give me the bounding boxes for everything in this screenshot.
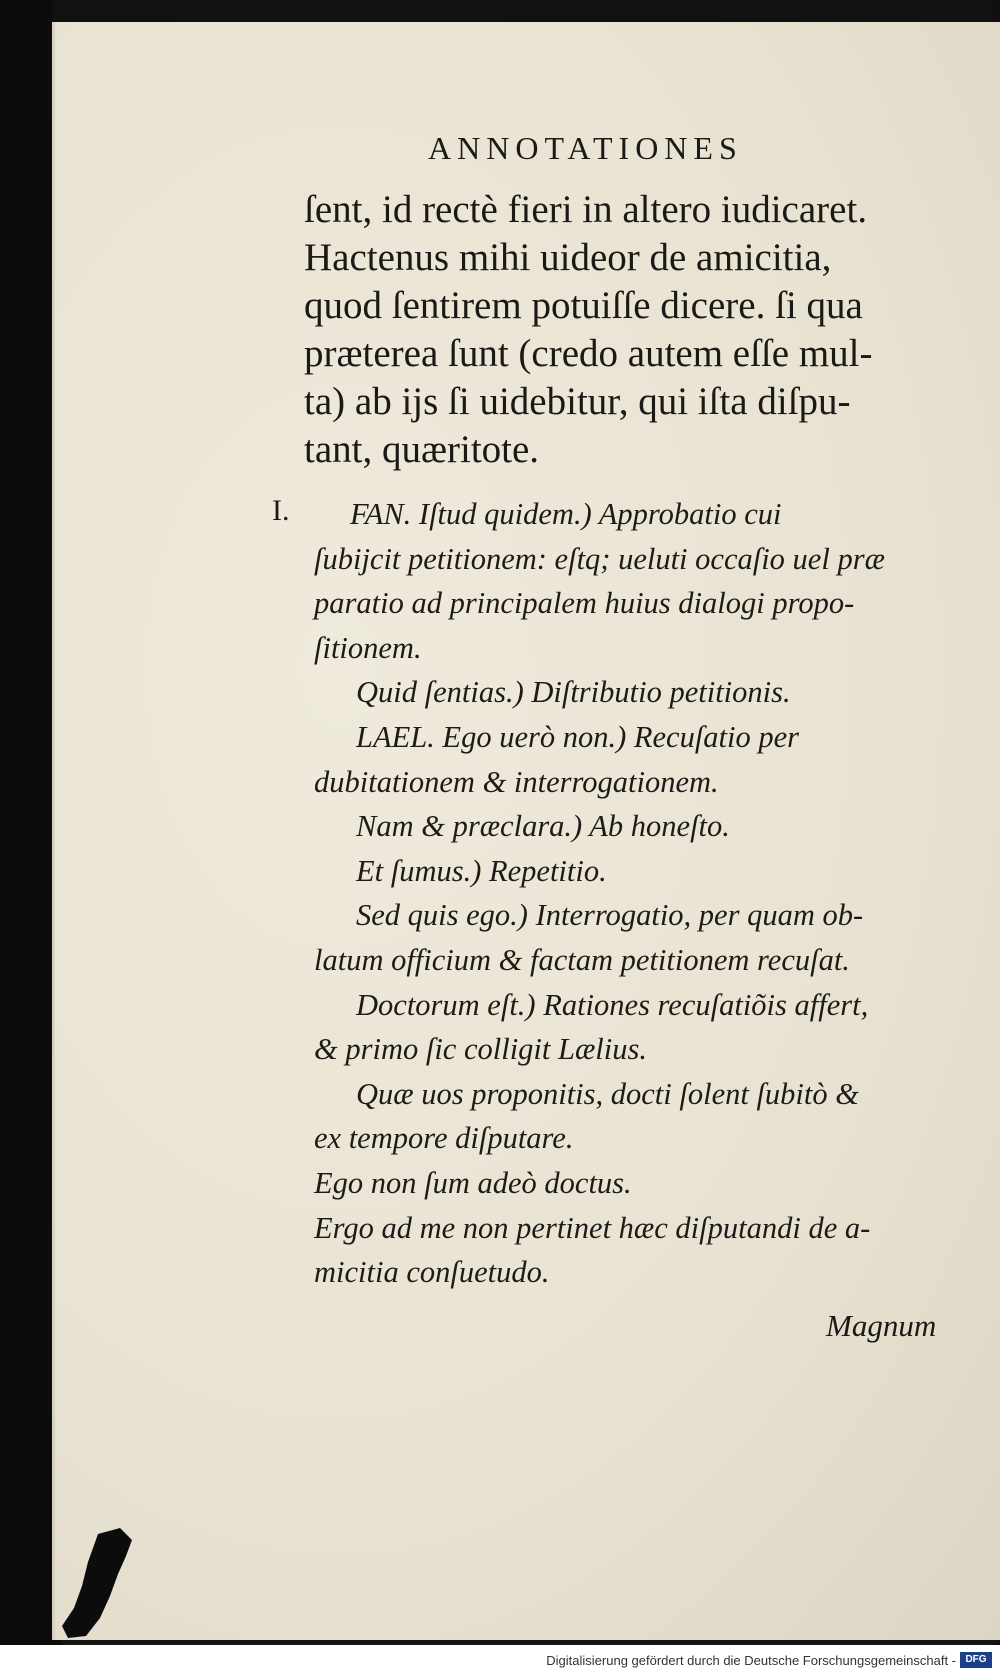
annotation-line: Ego non ſum adeò doctus. (314, 1165, 632, 1200)
torn-corner-mark (60, 1526, 150, 1640)
annotation-line: FAN. Iſtud quidem.) Approbatio cui (350, 497, 782, 531)
annotation-line: ſitionem. (314, 630, 422, 665)
annotation-line: Quæ uos proponitis, docti ſolent ſubitò & (356, 1076, 859, 1111)
footer-bar (0, 1645, 1000, 1675)
annotation-line: Doctorum eſt.) Rationes recuſatiõis affert, (356, 987, 869, 1022)
annotation-line: Sed quis ego.) Interrogatio, per quam ob- (356, 898, 864, 933)
main-text-line: præterea ſunt (credo autem eſſe mul- (304, 332, 873, 375)
annotation-line: Quid ſentias.) Diſtributio petitionis. (356, 675, 791, 710)
annotation-number: I. (272, 494, 290, 527)
annotation-line: Ergo ad me non pertinet hæc diſputandi de a- (314, 1210, 871, 1245)
main-text-block (304, 186, 954, 474)
annotation-line: dubitationem & interrogationem. (314, 764, 719, 799)
annotation-line: paratio ad principalem huius dialogi propo- (314, 586, 855, 621)
main-text-line: Hactenus mihi uideor de amicitia, (304, 236, 832, 279)
dfg-logo-badge: DFG (960, 1652, 992, 1668)
annotation-line: & primo ſic colligit Lælius. (314, 1032, 647, 1067)
running-head: ANNOTATIONES (428, 130, 743, 166)
annotation-line: Et ſumus.) Repetitio. (356, 853, 607, 888)
annotation-line: micitia conſuetudo. (314, 1255, 550, 1290)
top-edge (52, 0, 1000, 24)
footer-credit: Digitalisierung gefördert durch die Deutsche Forschungsgemeinschaft - (546, 1653, 956, 1668)
annotation-line: latum officium & factam petitionem recuſat. (314, 942, 850, 977)
main-text-line: tant, quæritote. (304, 428, 540, 471)
main-text-line: ta) ab ijs ſi uidebitur, qui iſta diſpu- (304, 380, 851, 423)
catchword: Magnum (826, 1308, 937, 1343)
main-text-line: ſent, id rectè fieri in altero iudicaret. (304, 188, 868, 231)
annotation-line: ex tempore diſputare. (314, 1121, 574, 1156)
annotations-block (314, 492, 956, 1295)
main-text-line: quod ſentirem potuiſſe dicere. ſi qua (304, 284, 863, 327)
annotation-line: ſubijcit petitionem: eſtq; ueluti occaſio uel præ (314, 541, 885, 576)
annotation-line: LAEL. Ego uerò non.) Recuſatio per (356, 719, 800, 754)
annotation-line: Nam & præclara.) Ab honeſto. (356, 809, 730, 844)
